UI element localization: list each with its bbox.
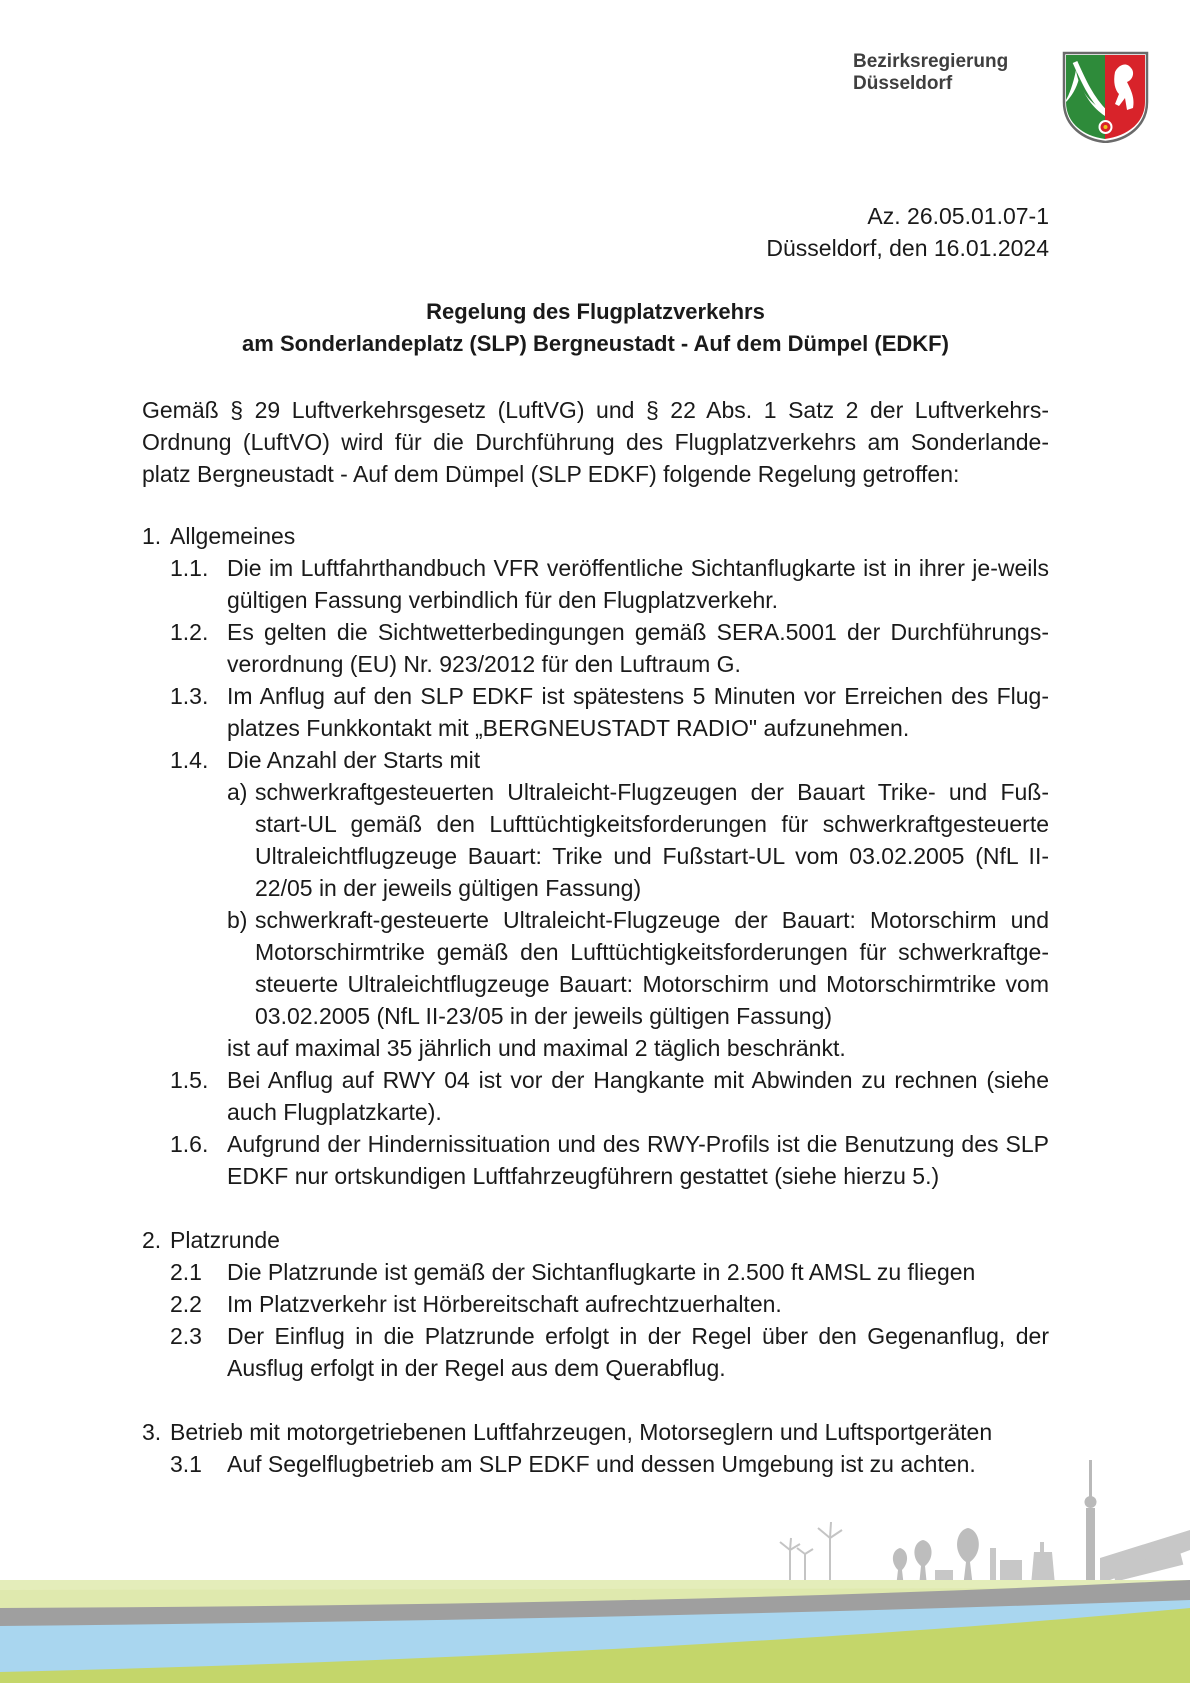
item-text: Die Anzahl der Starts mit	[227, 747, 481, 773]
section-number: 1.	[142, 523, 162, 549]
list-item	[170, 1288, 1049, 1320]
sub-item-letter: a)	[227, 779, 248, 805]
section-number: 3.	[142, 1419, 162, 1445]
sub-item-text: schwerkraftgesteuerten Ultraleicht-Flugzeugen der Bauart Trike- und Fuß-start-UL gemäß den Lufttüchtigkeitsforderungen für schwerkraftgesteuerte Ultraleichtflugzeuge Bauart: Trike und Fußstart-UL vom 03.02.2005 (NfL II-22/05 in der jeweils gültigen Fassung)	[255, 779, 1049, 901]
section-heading-1	[142, 520, 295, 552]
authority-name	[853, 51, 1008, 95]
item-text: Im Anflug auf den SLP EDKF ist spätestens 5 Minuten vor Erreichen des Flug-platzes Funkkontakt mit „BERGNEUSTADT RADIO" aufzunehmen.	[227, 683, 1049, 741]
intro-paragraph: Gemäß § 29 Luftverkehrsgesetz (LuftVG) und § 22 Abs. 1 Satz 2 der Luftverkehrs-Ordnung (LuftVO) wird für die Durchführung des Flugplatzverkehrs am Sonderlande-platz Bergneustadt - Auf dem Dümpel (SLP EDKF) folgende Regelung getroffen:	[142, 397, 1049, 487]
authority-name-line1: Bezirksregierung	[853, 51, 1009, 72]
item-number: 2.1	[170, 1259, 202, 1285]
item-text: Im Platzverkehr ist Hörbereitschaft aufrechtzuerhalten.	[227, 1291, 782, 1317]
title-line1: Regelung des Flugplatzverkehrs	[426, 299, 765, 324]
section-number: 2.	[142, 1227, 162, 1253]
item-number: 1.6.	[170, 1131, 209, 1157]
section-heading-2	[142, 1224, 280, 1256]
item-text: Bei Anflug auf RWY 04 ist vor der Hangkante mit Abwinden zu rechnen (siehe auch Flugplatzkarte).	[227, 1067, 1049, 1125]
item-text: Es gelten die Sichtwetterbedingungen gemäß SERA.5001 der Durchführungs-verordnung (EU) Nr. 923/2012 für den Luftraum G.	[227, 619, 1049, 677]
item-number: 1.4.	[170, 747, 209, 773]
item-number: 1.1.	[170, 555, 209, 581]
item-number: 3.1	[170, 1451, 202, 1477]
section-title: Allgemeines	[170, 523, 296, 549]
list-item	[170, 552, 1049, 616]
list-item	[170, 1064, 1049, 1128]
item-number: 1.2.	[170, 619, 209, 645]
item-text: Auf Segelflugbetrieb am SLP EDKF und dessen Umgebung ist zu achten.	[227, 1451, 976, 1477]
item-text: Der Einflug in die Platzrunde erfolgt in der Regel über den Gegenanflug, der Ausflug erfolgt in der Regel aus dem Querabflug.	[227, 1323, 1049, 1381]
sub-item-letter: b)	[227, 907, 248, 933]
sub-item-text: schwerkraft-gesteuerte Ultraleicht-Flugzeuge der Bauart: Motorschirm und Motorschirmtrike gemäß den Lufttüchtigkeitsforderungen für schwerkraftge-steuerte Ultraleichtflugzeuge Bauart: Motorschirm und Motorschirmtrike vom 03.02.2005 (NfL II-23/05 in der jeweils gültigen Fassung)	[255, 907, 1049, 1029]
list-item	[170, 1128, 1049, 1192]
section-title: Betrieb mit motorgetriebenen Luftfahrzeugen, Motorseglern und Luftsportgeräten	[170, 1419, 993, 1445]
list-item	[170, 680, 1049, 744]
section-title: Platzrunde	[170, 1227, 280, 1253]
reference-number: Az. 26.05.01.07-1	[867, 203, 1049, 229]
place-date: Düsseldorf, den 16.01.2024	[766, 235, 1049, 261]
list-item	[170, 1256, 1049, 1288]
list-item	[170, 616, 1049, 680]
skyline-landscape-icon	[0, 1430, 1190, 1683]
reference-block	[766, 200, 1049, 264]
item-number: 1.5.	[170, 1067, 209, 1093]
list-item	[170, 1320, 1049, 1384]
item-number: 1.3.	[170, 683, 209, 709]
authority-name-line2: Düsseldorf	[853, 73, 953, 94]
item-number: 2.3	[170, 1323, 202, 1349]
item-number: 2.2	[170, 1291, 202, 1317]
title-line2: am Sonderlandeplatz (SLP) Bergneustadt - Auf dem Dümpel (EDKF)	[242, 331, 949, 356]
sub-list-item	[227, 904, 1049, 1032]
item-text: Die im Luftfahrthandbuch VFR veröffentliche Sichtanflugkarte ist in ihrer je-weils gültigen Fassung verbindlich für den Flugplatzverkehr.	[227, 555, 1049, 613]
item-text: Die Platzrunde ist gemäß der Sichtanflugkarte in 2.500 ft AMSL zu fliegen	[227, 1259, 976, 1285]
list-item	[170, 744, 1049, 776]
item-text: Aufgrund der Hindernissituation und des RWY-Profils ist die Benutzung des SLP EDKF nur ortskundigen Luftfahrzeugführern gestattet (siehe hierzu 5.)	[227, 1131, 1049, 1189]
nrw-coat-of-arms-icon	[1061, 50, 1150, 143]
sub-list-item	[227, 776, 1049, 904]
item-continuation: ist auf maximal 35 jährlich und maximal 2 täglich beschränkt.	[227, 1035, 846, 1061]
document-title	[142, 296, 1049, 360]
